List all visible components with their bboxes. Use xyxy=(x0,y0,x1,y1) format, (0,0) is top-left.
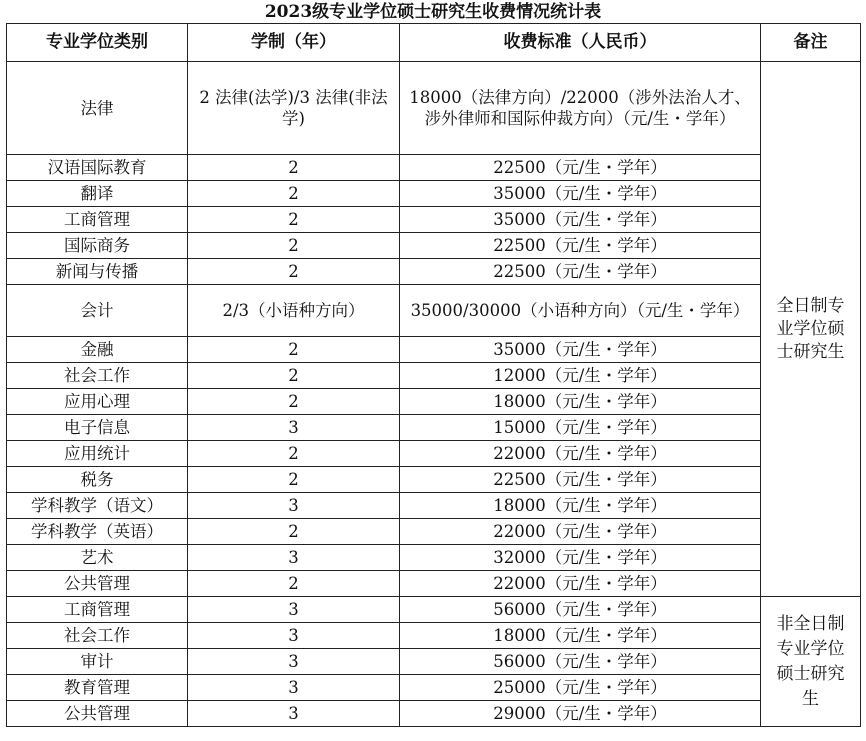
cell-duration: 2 xyxy=(188,155,400,181)
cell-category: 公共管理 xyxy=(7,571,188,597)
cell-duration: 2 xyxy=(188,181,400,207)
cell-category: 会计 xyxy=(7,285,188,337)
table-row xyxy=(7,545,861,571)
cell-category: 电子信息 xyxy=(7,415,188,441)
table-row xyxy=(7,675,861,701)
cell-duration: 2 法律(法学)/3 法律(非法学) xyxy=(188,62,400,155)
table-row xyxy=(7,441,861,467)
cell-duration: 2 xyxy=(188,233,400,259)
cell-duration: 3 xyxy=(188,649,400,675)
cell-category: 社会工作 xyxy=(7,363,188,389)
cell-fee: 22500（元/生・学年） xyxy=(400,259,761,285)
cell-category: 翻译 xyxy=(7,181,188,207)
cell-category: 税务 xyxy=(7,467,188,493)
cell-duration: 3 xyxy=(188,493,400,519)
table-row xyxy=(7,337,861,363)
cell-category: 应用心理 xyxy=(7,389,188,415)
cell-fee: 22000（元/生・学年） xyxy=(400,519,761,545)
cell-fee: 22000（元/生・学年） xyxy=(400,441,761,467)
cell-duration: 2 xyxy=(188,337,400,363)
cell-fee: 18000（元/生・学年） xyxy=(400,493,761,519)
cell-duration: 3 xyxy=(188,415,400,441)
cell-category: 工商管理 xyxy=(7,207,188,233)
table-row xyxy=(7,415,861,441)
cell-category: 学科教学（英语） xyxy=(7,519,188,545)
cell-fee: 56000（元/生・学年） xyxy=(400,597,761,623)
table-row xyxy=(7,493,861,519)
cell-fee: 22500（元/生・学年） xyxy=(400,467,761,493)
cell-category: 公共管理 xyxy=(7,701,188,727)
cell-duration: 3 xyxy=(188,597,400,623)
cell-category: 新闻与传播 xyxy=(7,259,188,285)
table-row xyxy=(7,207,861,233)
table-row xyxy=(7,285,861,337)
cell-fee: 35000/30000（小语种方向）（元/生・学年） xyxy=(400,285,761,337)
cell-duration: 2 xyxy=(188,519,400,545)
cell-fee: 25000（元/生・学年） xyxy=(400,675,761,701)
cell-duration: 2 xyxy=(188,363,400,389)
table-row xyxy=(7,233,861,259)
table-row xyxy=(7,649,861,675)
cell-fee: 32000（元/生・学年） xyxy=(400,545,761,571)
table-row xyxy=(7,181,861,207)
header-remark: 备注 xyxy=(761,24,861,62)
cell-duration: 2 xyxy=(188,441,400,467)
cell-duration: 3 xyxy=(188,701,400,727)
table-row xyxy=(7,597,861,623)
table-row xyxy=(7,467,861,493)
cell-fee: 18000（法律方向）/22000（涉外法治人才、涉外律师和国际仲裁方向）（元/生・学年） xyxy=(400,62,761,155)
header-row xyxy=(7,24,861,62)
cell-duration: 2 xyxy=(188,207,400,233)
cell-fee: 22000（元/生・学年） xyxy=(400,571,761,597)
cell-category: 金融 xyxy=(7,337,188,363)
cell-category: 艺术 xyxy=(7,545,188,571)
cell-fee: 15000（元/生・学年） xyxy=(400,415,761,441)
table-row xyxy=(7,623,861,649)
cell-category: 应用统计 xyxy=(7,441,188,467)
table-row xyxy=(7,363,861,389)
fee-table xyxy=(6,23,861,727)
cell-duration: 2 xyxy=(188,259,400,285)
cell-duration: 3 xyxy=(188,545,400,571)
table-row xyxy=(7,259,861,285)
cell-duration: 2 xyxy=(188,571,400,597)
cell-fee: 29000（元/生・学年） xyxy=(400,701,761,727)
cell-duration: 2 xyxy=(188,389,400,415)
cell-fee: 22500（元/生・学年） xyxy=(400,155,761,181)
cell-fee: 56000（元/生・学年） xyxy=(400,649,761,675)
cell-category: 国际商务 xyxy=(7,233,188,259)
table-row xyxy=(7,571,861,597)
cell-duration: 3 xyxy=(188,675,400,701)
header-fee: 收费标准（人民币） xyxy=(400,24,761,62)
table-row xyxy=(7,62,861,155)
remark-fulltime: 全日制专业学位硕士研究生 xyxy=(761,62,861,597)
cell-fee: 35000（元/生・学年） xyxy=(400,337,761,363)
cell-duration: 2/3（小语种方向） xyxy=(188,285,400,337)
cell-category: 社会工作 xyxy=(7,623,188,649)
header-category: 专业学位类别 xyxy=(7,24,188,62)
cell-fee: 12000（元/生・学年） xyxy=(400,363,761,389)
table-row xyxy=(7,701,861,727)
header-duration: 学制（年） xyxy=(188,24,400,62)
cell-fee: 35000（元/生・学年） xyxy=(400,207,761,233)
cell-duration: 2 xyxy=(188,467,400,493)
remark-parttime: 非全日制专业学位硕士研究生 xyxy=(761,597,861,727)
page-title: 2023级专业学位硕士研究生收费情况统计表 xyxy=(264,2,602,22)
table-row xyxy=(7,389,861,415)
cell-category: 汉语国际教育 xyxy=(7,155,188,181)
cell-fee: 22500（元/生・学年） xyxy=(400,233,761,259)
cell-category: 教育管理 xyxy=(7,675,188,701)
cell-fee: 18000（元/生・学年） xyxy=(400,389,761,415)
cell-category: 审计 xyxy=(7,649,188,675)
cell-fee: 35000（元/生・学年） xyxy=(400,181,761,207)
cell-category: 工商管理 xyxy=(7,597,188,623)
cell-category: 法律 xyxy=(7,62,188,155)
cell-category: 学科教学（语文） xyxy=(7,493,188,519)
cell-duration: 3 xyxy=(188,623,400,649)
table-row xyxy=(7,155,861,181)
cell-fee: 18000（元/生・学年） xyxy=(400,623,761,649)
table-row xyxy=(7,519,861,545)
